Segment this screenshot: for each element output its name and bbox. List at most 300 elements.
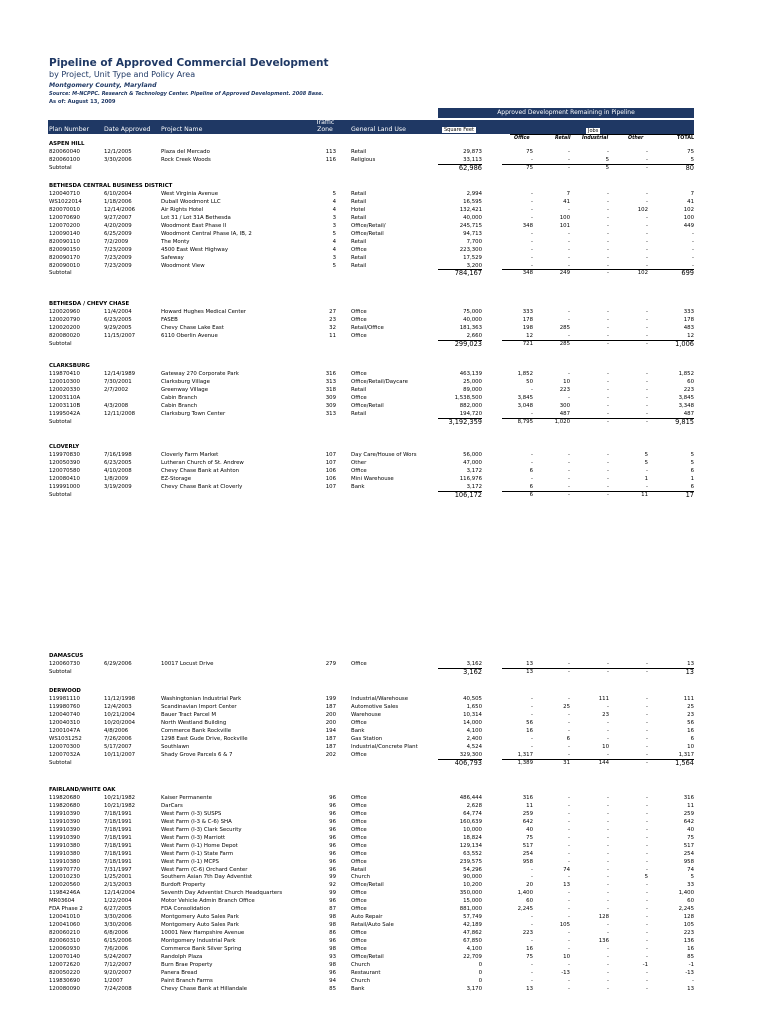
- table-row: [0, 255, 768, 262]
- project-name-cell: Motor Vehicle Admin Branch Office: [161, 898, 255, 905]
- traffic-zone-cell: 23: [329, 316, 336, 323]
- subtotal-office-jobs: 75: [526, 164, 533, 171]
- retail-jobs-cell: -: [568, 946, 570, 952]
- subtotal-office-jobs: 13: [526, 668, 533, 675]
- total-jobs-cell: 6: [690, 735, 694, 742]
- retail-jobs-cell: -: [568, 826, 570, 833]
- table-row: [0, 827, 768, 834]
- industrial-jobs-cell: -: [607, 866, 609, 873]
- traffic-zone-cell: 313: [325, 410, 336, 417]
- date-approved-cell: 3/19/2009: [104, 483, 132, 490]
- land-use-cell: Office: [351, 719, 367, 726]
- other-jobs-cell: -: [646, 743, 648, 750]
- industrial-jobs-cell: -: [607, 378, 609, 385]
- industrial-jobs-cell: -: [607, 308, 609, 315]
- project-name-cell: Greenway Village: [161, 386, 209, 393]
- project-name-cell: West Farm (I-1) Home Depot: [161, 842, 238, 849]
- land-use-cell: Bank: [351, 483, 365, 490]
- office-jobs-cell: 60: [526, 898, 533, 905]
- industrial-jobs-cell: -: [607, 961, 609, 968]
- land-use-cell: Retail: [351, 198, 367, 205]
- subtotal-row: [0, 760, 768, 767]
- subtotal-total-jobs: 9,815: [675, 417, 694, 426]
- total-jobs-cell: 483: [683, 324, 694, 331]
- square-feet-cell: 1,538,500: [454, 394, 482, 401]
- traffic-zone-cell: 96: [329, 850, 336, 857]
- traffic-zone-cell: 200: [325, 719, 336, 726]
- land-use-cell: Retail: [351, 386, 367, 393]
- office-jobs-cell: 333: [522, 308, 533, 315]
- date-approved-cell: 9/27/2007: [104, 214, 132, 221]
- office-jobs-cell: 16: [526, 727, 533, 734]
- table-row: [0, 906, 768, 913]
- plan-number-cell: 119991000: [49, 483, 80, 490]
- retail-jobs-cell: -: [568, 914, 570, 921]
- plan-number-cell: 120060930: [49, 946, 80, 952]
- project-name-cell: Woodmont Central Phase IA, IB, 2: [161, 230, 252, 237]
- section-name: DERWOOD: [49, 688, 81, 694]
- industrial-jobs-cell: -: [607, 262, 609, 269]
- project-name-cell: Randolph Plaza: [161, 953, 203, 960]
- other-jobs-cell: -: [646, 246, 648, 253]
- other-jobs-cell: -: [646, 378, 648, 385]
- other-jobs-cell: -: [646, 254, 648, 261]
- table-row: [0, 986, 768, 993]
- project-name-cell: Seventh Day Adventist Church Headquarters: [161, 890, 283, 897]
- square-feet-cell: 4,100: [466, 727, 482, 734]
- retail-jobs-cell: 223: [559, 386, 570, 393]
- table-row: [0, 938, 768, 945]
- project-name-cell: Lutheran Church of St. Andrew: [161, 459, 244, 466]
- other-jobs-cell: 5: [644, 459, 648, 466]
- other-jobs-cell: -: [646, 214, 648, 221]
- industrial-jobs-cell: -: [607, 148, 609, 155]
- date-approved-cell: 12/14/2004: [104, 890, 136, 897]
- square-feet-cell: 0: [478, 969, 482, 976]
- date-approved-cell: 6/23/2005: [104, 316, 132, 323]
- col-other: Other: [628, 136, 644, 141]
- date-approved-cell: 7/18/1991: [104, 834, 132, 841]
- traffic-zone-cell: 318: [325, 386, 336, 393]
- date-approved-cell: 3/30/2006: [104, 922, 132, 929]
- traffic-zone-cell: 98: [329, 914, 336, 921]
- land-use-cell: Restaurant: [351, 969, 381, 976]
- jobs-rule: [510, 134, 694, 135]
- industrial-jobs-cell: -: [607, 402, 609, 409]
- other-jobs-cell: -: [646, 890, 648, 897]
- table-row: [0, 882, 768, 889]
- plan-number-cell: 120041010: [49, 914, 80, 921]
- plan-number-cell: 820090150: [49, 246, 80, 253]
- table-row: [0, 922, 768, 929]
- table-row: [0, 263, 768, 270]
- retail-jobs-cell: 7: [566, 190, 570, 197]
- other-jobs-cell: -: [646, 198, 648, 205]
- land-use-cell: Warehouse: [351, 711, 381, 718]
- date-approved-cell: 12/11/2008: [104, 410, 136, 417]
- project-name-cell: Montgomery Industrial Park: [161, 938, 236, 945]
- industrial-jobs-cell: -: [607, 850, 609, 857]
- total-jobs-cell: 3,845: [678, 394, 694, 401]
- traffic-zone-cell: 316: [325, 370, 336, 377]
- plan-number-cell: 120060730: [49, 660, 80, 667]
- total-jobs-cell: 13: [687, 985, 694, 992]
- square-feet-cell: 22,709: [463, 953, 482, 960]
- date-approved-cell: 6/29/2006: [104, 660, 132, 667]
- plan-number-cell: 120072620: [49, 961, 80, 968]
- project-name-cell: Commerce Bank Silver Spring: [161, 946, 242, 952]
- office-jobs-cell: 56: [526, 719, 533, 726]
- land-use-cell: Day Care/House of Wors: [351, 451, 417, 458]
- table-row: [0, 819, 768, 826]
- subtotal-industrial-jobs: -: [607, 668, 609, 675]
- retail-jobs-cell: -: [568, 246, 570, 253]
- square-feet-cell: 67,850: [463, 938, 482, 945]
- plan-number-cell: 119910390: [49, 810, 80, 817]
- square-feet-cell: 2,628: [466, 802, 482, 809]
- traffic-zone-cell: 86: [329, 930, 336, 937]
- total-jobs-cell: 449: [683, 222, 694, 229]
- office-jobs-cell: 1,317: [517, 751, 533, 758]
- total-jobs-cell: 5: [690, 459, 694, 466]
- pipeline-band-header: Approved Development Remaining in Pipeline: [438, 108, 694, 118]
- land-use-cell: Office/Retail/Daycare: [351, 378, 408, 385]
- traffic-zone-cell: 27: [329, 308, 336, 315]
- date-approved-cell: 12/1/2005: [104, 148, 132, 155]
- other-jobs-cell: -: [646, 842, 648, 849]
- total-jobs-cell: 316: [683, 794, 694, 801]
- land-use-cell: Office: [351, 826, 367, 833]
- office-jobs-cell: 75: [526, 148, 533, 155]
- date-approved-cell: 10/20/2004: [104, 719, 136, 726]
- total-jobs-cell: 10: [687, 743, 694, 750]
- total-jobs-cell: 517: [683, 842, 694, 849]
- retail-jobs-cell: 13: [563, 882, 570, 889]
- traffic-zone-cell: 32: [329, 324, 336, 331]
- plan-number-cell: 12007032A: [49, 751, 81, 758]
- land-use-cell: Retail: [351, 238, 367, 245]
- square-feet-cell: 486,444: [459, 794, 482, 801]
- industrial-jobs-cell: -: [607, 246, 609, 253]
- land-use-cell: Office/Retail: [351, 402, 384, 409]
- date-approved-cell: 10/11/2007: [104, 751, 136, 758]
- other-jobs-cell: -: [646, 222, 648, 229]
- industrial-jobs-cell: -: [607, 818, 609, 825]
- retail-jobs-cell: -: [568, 930, 570, 937]
- col-square-feet: Square Feet: [444, 127, 474, 133]
- total-jobs-cell: 6: [690, 483, 694, 490]
- section-name: DAMASCUS: [49, 653, 84, 659]
- subtotal-office-jobs: 8,795: [517, 418, 533, 425]
- other-jobs-cell: -: [646, 751, 648, 758]
- other-jobs-cell: 102: [637, 206, 648, 213]
- retail-jobs-cell: -: [568, 711, 570, 718]
- traffic-zone-cell: 187: [325, 735, 336, 742]
- date-approved-cell: 12/4/2003: [104, 703, 132, 710]
- total-jobs-cell: 259: [683, 810, 694, 817]
- industrial-jobs-cell: -: [607, 858, 609, 865]
- plan-number-cell: 120050390: [49, 459, 80, 466]
- total-jobs-cell: 16: [687, 946, 694, 952]
- square-feet-cell: 40,000: [463, 316, 482, 323]
- retail-jobs-cell: -: [568, 751, 570, 758]
- date-approved-cell: 9/29/2005: [104, 324, 132, 331]
- land-use-cell: Retail/Auto Sale: [351, 922, 394, 929]
- industrial-jobs-cell: -: [607, 719, 609, 726]
- project-name-cell: 1298 East Gude Drive, Rockville: [161, 735, 248, 742]
- other-jobs-cell: -: [646, 727, 648, 734]
- office-jobs-cell: 75: [526, 834, 533, 841]
- office-jobs-cell: -: [531, 711, 533, 718]
- retail-jobs-cell: -: [568, 898, 570, 905]
- square-feet-cell: 47,000: [463, 459, 482, 466]
- subtotal-retail-jobs: 1,020: [554, 418, 570, 425]
- retail-jobs-cell: -: [568, 810, 570, 817]
- square-feet-cell: 3,200: [466, 262, 482, 269]
- as-of-date: As of: August 13, 2009: [49, 99, 116, 105]
- subtotal-total-jobs: 80: [685, 163, 694, 172]
- square-feet-cell: 40,505: [463, 695, 482, 702]
- land-use-cell: Retail: [351, 410, 367, 417]
- total-jobs-cell: 105: [683, 922, 694, 929]
- subtotal-other-jobs: -: [646, 418, 648, 425]
- subtotal-industrial-jobs: -: [607, 491, 609, 498]
- project-name-cell: West Farm (I-3 & C-6) SHA: [161, 818, 232, 825]
- table-row: [0, 930, 768, 937]
- retail-jobs-cell: 74: [563, 866, 570, 873]
- subtotal-square-feet: 106,172: [454, 490, 482, 499]
- plan-number-cell: 12003110A: [49, 394, 81, 401]
- subtotal-label: Subtotal: [49, 340, 72, 347]
- industrial-jobs-cell: -: [607, 483, 609, 490]
- table-row: [0, 379, 768, 386]
- square-feet-cell: 0: [478, 961, 482, 968]
- table-row: [0, 157, 768, 164]
- section-name: CLARKSBURG: [49, 363, 90, 369]
- traffic-zone-cell: 107: [325, 459, 336, 466]
- office-jobs-cell: 642: [522, 818, 533, 825]
- section-header: [0, 444, 768, 451]
- plan-number-cell: WS1022014: [49, 198, 82, 205]
- industrial-jobs-cell: -: [607, 254, 609, 261]
- industrial-jobs-cell: -: [607, 206, 609, 213]
- section-name: BETHESDA / CHEVY CHASE: [49, 301, 130, 307]
- subtotal-square-feet: 299,023: [454, 339, 482, 348]
- plan-number-cell: 820090170: [49, 254, 80, 261]
- subtotal-other-jobs: 102: [637, 270, 648, 277]
- retail-jobs-cell: -: [568, 874, 570, 881]
- square-feet-cell: 882,000: [459, 402, 482, 409]
- date-approved-cell: 1/25/2001: [104, 874, 132, 881]
- date-approved-cell: 6/27/2005: [104, 906, 132, 913]
- land-use-cell: Office: [351, 394, 367, 401]
- retail-jobs-cell: -: [568, 794, 570, 801]
- table-row: [0, 962, 768, 969]
- subtotal-label: Subtotal: [49, 759, 72, 766]
- square-feet-cell: 75,000: [463, 308, 482, 315]
- office-jobs-cell: -: [531, 230, 533, 237]
- total-jobs-cell: -: [692, 977, 694, 984]
- total-jobs-cell: 100: [683, 214, 694, 221]
- table-row: [0, 835, 768, 842]
- project-name-cell: Cabin Branch: [161, 394, 198, 401]
- date-approved-cell: 9/20/2007: [104, 969, 132, 976]
- table-row: [0, 191, 768, 198]
- project-name-cell: West Farm (I-1) State Farm: [161, 850, 234, 857]
- traffic-zone-cell: 98: [329, 946, 336, 952]
- other-jobs-cell: -: [646, 703, 648, 710]
- square-feet-cell: 94,713: [463, 230, 482, 237]
- table-row: [0, 215, 768, 222]
- plan-number-cell: 119970830: [49, 451, 80, 458]
- table-row: [0, 898, 768, 905]
- other-jobs-cell: -: [646, 402, 648, 409]
- table-row: [0, 199, 768, 206]
- table-row: [0, 325, 768, 332]
- plan-number-cell: WS1031252: [49, 735, 82, 742]
- office-jobs-cell: -: [531, 410, 533, 417]
- traffic-zone-cell: 87: [329, 906, 336, 913]
- land-use-cell: Office: [351, 316, 367, 323]
- retail-jobs-cell: 285: [559, 324, 570, 331]
- land-use-cell: Office/Retail/: [351, 222, 386, 229]
- industrial-jobs-cell: -: [607, 238, 609, 245]
- other-jobs-cell: -: [646, 735, 648, 742]
- office-jobs-cell: -: [531, 914, 533, 921]
- total-jobs-cell: 3,348: [678, 402, 694, 409]
- table-row: [0, 954, 768, 961]
- plan-number-cell: 120020960: [49, 308, 80, 315]
- col-jobs: Jobs: [588, 128, 599, 134]
- plan-number-cell: 12003110B: [49, 402, 81, 409]
- other-jobs-cell: -: [646, 308, 648, 315]
- industrial-jobs-cell: -: [607, 834, 609, 841]
- office-jobs-cell: -: [531, 206, 533, 213]
- table-row: [0, 661, 768, 668]
- land-use-cell: Industrial/Warehouse: [351, 695, 409, 702]
- industrial-jobs-cell: -: [607, 386, 609, 393]
- plan-number-cell: 119981110: [49, 695, 80, 702]
- land-use-cell: Office: [351, 308, 367, 315]
- industrial-jobs-cell: -: [607, 969, 609, 976]
- project-name-cell: 10001 New Hampshire Avenue: [161, 930, 245, 937]
- date-approved-cell: 4/10/2008: [104, 467, 132, 474]
- other-jobs-cell: -: [646, 906, 648, 913]
- total-jobs-cell: 75: [687, 834, 694, 841]
- traffic-zone-cell: 4: [332, 198, 336, 205]
- square-feet-cell: 14,000: [463, 719, 482, 726]
- retail-jobs-cell: -13: [561, 969, 570, 976]
- date-approved-cell: 7/16/1998: [104, 451, 132, 458]
- traffic-zone-cell: 96: [329, 842, 336, 849]
- subtotal-total-jobs: 13: [685, 667, 694, 676]
- plan-number-cell: 119910390: [49, 818, 80, 825]
- traffic-zone-cell: 96: [329, 858, 336, 865]
- office-jobs-cell: 6: [529, 467, 533, 474]
- date-approved-cell: 10/21/1982: [104, 794, 136, 801]
- plan-number-cell: 120010230: [49, 874, 80, 881]
- date-approved-cell: 11/15/2007: [104, 332, 136, 339]
- col-office: Office: [514, 136, 530, 141]
- table-row: [0, 223, 768, 230]
- project-name-cell: Washingtonian Industrial Park: [161, 695, 242, 702]
- other-jobs-cell: -: [646, 969, 648, 976]
- square-feet-cell: 3,172: [466, 483, 482, 490]
- retail-jobs-cell: -: [568, 451, 570, 458]
- total-jobs-cell: 254: [683, 850, 694, 857]
- other-jobs-cell: -: [646, 834, 648, 841]
- industrial-jobs-cell: -: [607, 190, 609, 197]
- office-jobs-cell: -: [531, 156, 533, 163]
- industrial-jobs-cell: -: [607, 214, 609, 221]
- industrial-jobs-cell: -: [607, 826, 609, 833]
- square-feet-cell: 2,660: [466, 332, 482, 339]
- industrial-jobs-cell: 136: [598, 938, 609, 945]
- total-jobs-cell: 487: [683, 410, 694, 417]
- project-name-cell: Commerce Bank Rockville: [161, 727, 232, 734]
- subtotal-retail-jobs: -: [568, 164, 570, 171]
- land-use-cell: Retail: [351, 262, 367, 269]
- square-feet-cell: 54,296: [463, 866, 482, 873]
- industrial-jobs-cell: -: [607, 467, 609, 474]
- other-jobs-cell: -: [646, 977, 648, 984]
- table-row: [0, 859, 768, 866]
- land-use-cell: Automotive Sales: [351, 703, 399, 710]
- other-jobs-cell: -: [646, 898, 648, 905]
- traffic-zone-cell: 113: [325, 148, 336, 155]
- table-row: [0, 411, 768, 418]
- project-name-cell: FASEB: [161, 316, 178, 323]
- other-jobs-cell: 5: [644, 451, 648, 458]
- total-jobs-cell: 223: [683, 930, 694, 937]
- table-row: [0, 395, 768, 402]
- square-feet-cell: 350,000: [459, 890, 482, 897]
- subtotal-square-feet: 3,192,359: [448, 417, 482, 426]
- office-jobs-cell: 259: [522, 810, 533, 817]
- subtotal-retail-jobs: 285: [559, 340, 570, 347]
- retail-jobs-cell: -: [568, 332, 570, 339]
- traffic-zone-cell: 200: [325, 711, 336, 718]
- subtotal-total-jobs: 1,564: [675, 758, 694, 767]
- traffic-zone-cell: 96: [329, 810, 336, 817]
- square-feet-cell: 63,552: [463, 850, 482, 857]
- office-jobs-cell: 6: [529, 483, 533, 490]
- office-jobs-cell: 75: [526, 953, 533, 960]
- subtotal-label: Subtotal: [49, 668, 72, 675]
- industrial-jobs-cell: 10: [602, 743, 609, 750]
- table-row: [0, 247, 768, 254]
- other-jobs-cell: -: [646, 719, 648, 726]
- date-approved-cell: 7/18/1991: [104, 858, 132, 865]
- traffic-zone-cell: 92: [329, 882, 336, 889]
- date-approved-cell: 6/10/2004: [104, 190, 132, 197]
- industrial-jobs-cell: -: [607, 475, 609, 482]
- office-jobs-cell: -: [531, 262, 533, 269]
- office-jobs-cell: 517: [522, 842, 533, 849]
- office-jobs-cell: 16: [526, 946, 533, 952]
- square-feet-cell: 3,162: [466, 660, 482, 667]
- land-use-cell: Office: [351, 834, 367, 841]
- table-row: [0, 970, 768, 977]
- date-approved-cell: 12/14/2006: [104, 206, 136, 213]
- table-row: [0, 239, 768, 246]
- subtotal-retail-jobs: -: [568, 491, 570, 498]
- plan-number-cell: 120010300: [49, 378, 80, 385]
- office-jobs-cell: 3,048: [517, 402, 533, 409]
- square-feet-cell: 18,824: [463, 834, 482, 841]
- traffic-zone-cell: 85: [329, 985, 336, 992]
- other-jobs-cell: -: [646, 467, 648, 474]
